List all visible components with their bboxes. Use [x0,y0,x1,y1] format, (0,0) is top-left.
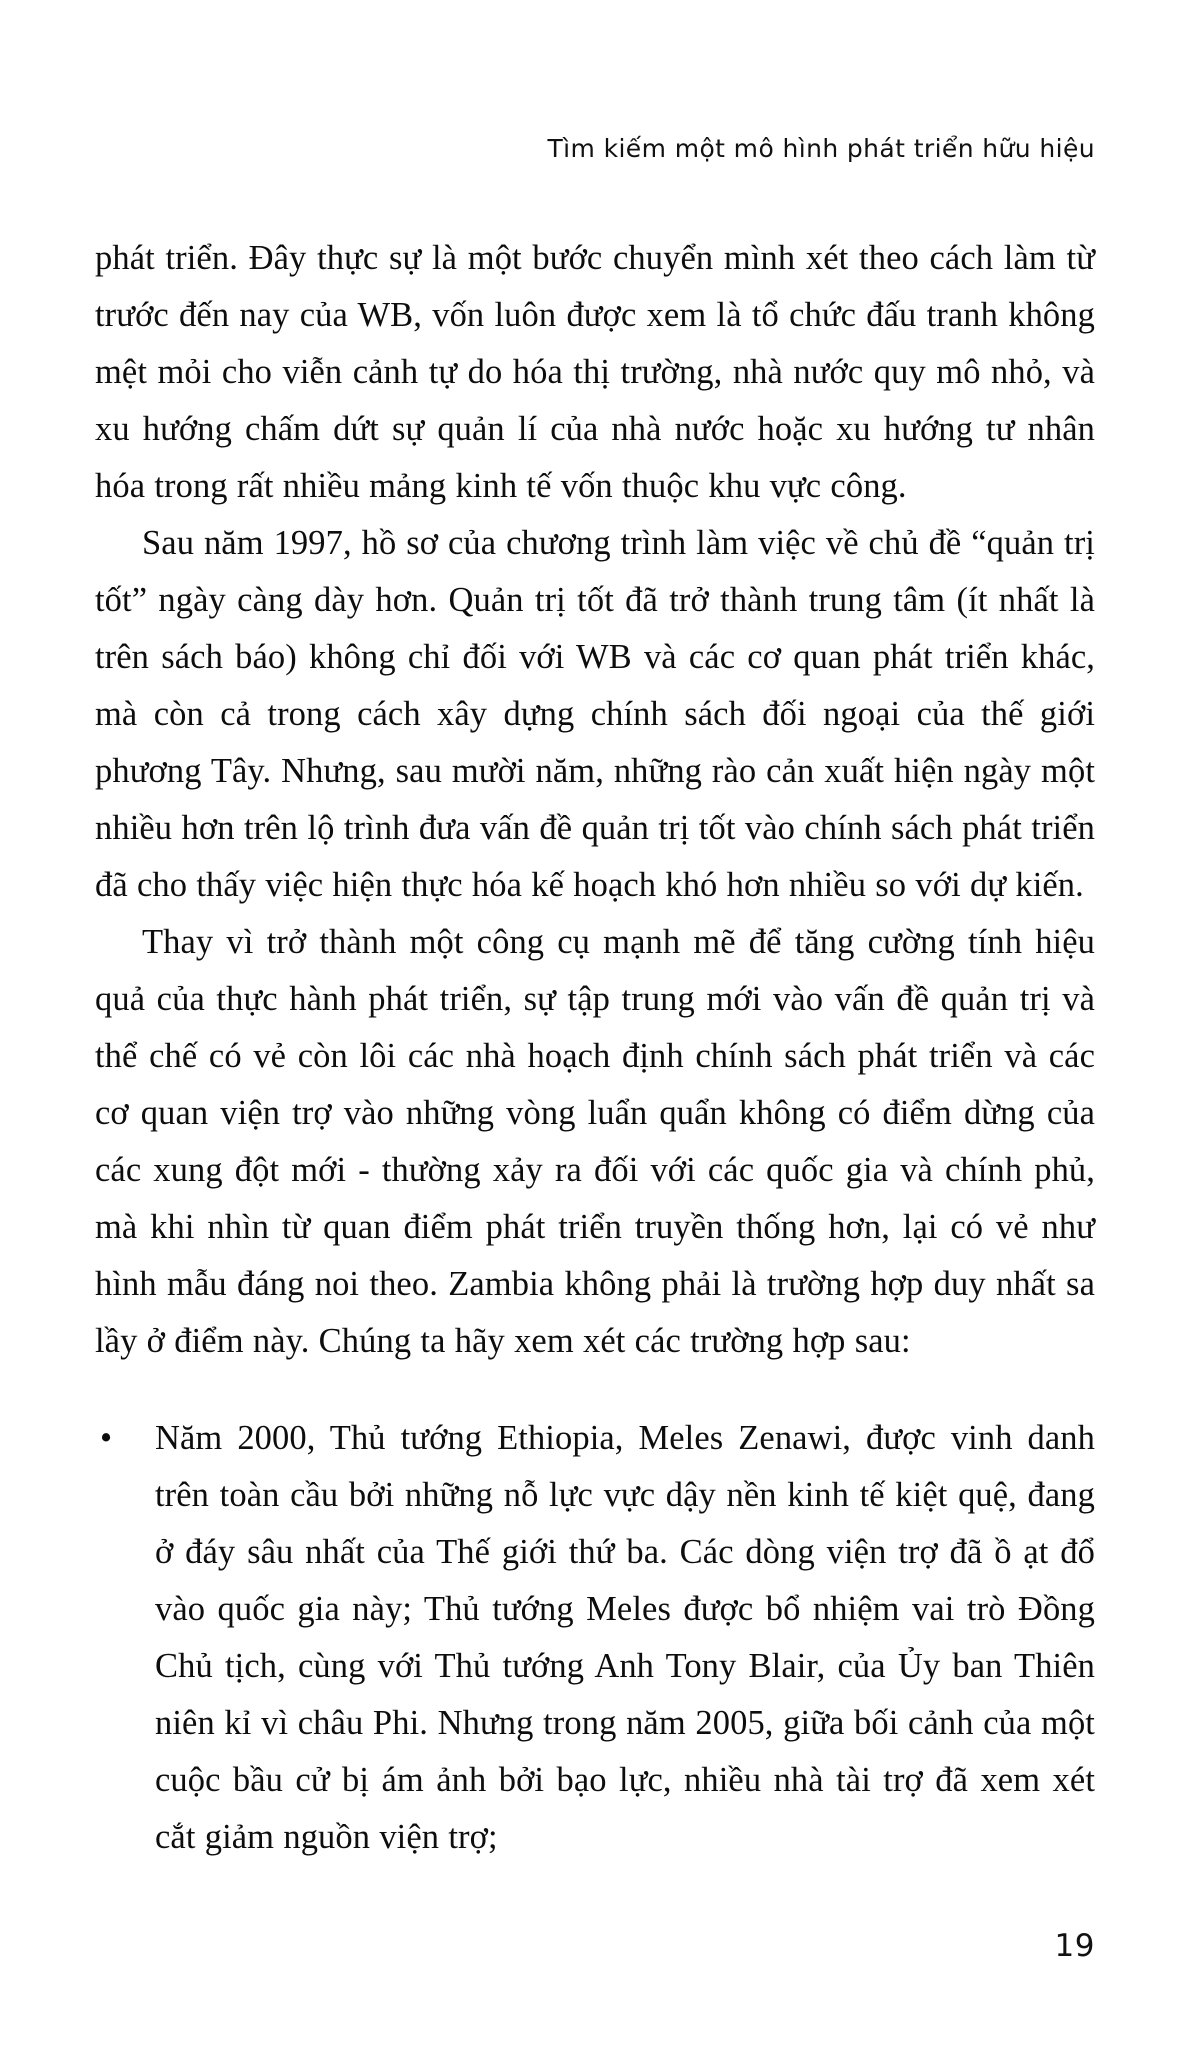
page-number: 19 [1054,1928,1095,1964]
paragraph: phát triển. Đây thực sự là một bước chuyển mình xét theo cách làm từ trước đến nay của WB, vốn luôn được xem là tổ chức đấu tranh không mệt mỏi cho viễn cảnh tự do hóa thị trường, nhà nước quy mô nhỏ, và xu hướng chấm dứt sự quản lí của nhà nước hoặc xu hướng tư nhân hóa trong rất nhiều mảng kinh tế vốn thuộc khu vực công. [95,239,1095,505]
paragraph: Sau năm 1997, hồ sơ của chương trình làm việc về chủ đề “quản trị tốt” ngày càng dày hơn. Quản trị tốt đã trở thành trung tâm (ít nhất là trên sách báo) không chỉ đối với WB và các cơ quan phát triển khác, mà còn cả trong cách xây dựng chính sách đối ngoại của thế giới phương Tây. Nhưng, sau mười năm, những rào cản xuất hiện ngày một nhiều hơn trên lộ trình đưa vấn đề quản trị tốt vào chính sách phát triển đã cho thấy việc hiện thực hóa kế hoạch khó hơn nhiều so với dự kiến. [95,524,1095,904]
running-header: Tìm kiếm một mô hình phát triển hữu hiệu [547,134,1095,163]
list-item-text: Năm 2000, Thủ tướng Ethiopia, Meles Zenawi, được vinh danh trên toàn cầu bởi những nỗ lực vực dậy nền kinh tế kiệt quệ, đang ở đáy sâu nhất của Thế giới thứ ba. Các dòng viện trợ đã ồ ạt đổ vào quốc gia này; Thủ tướng Meles được bổ nhiệm vai trò Đồng Chủ tịch, cùng với Thủ tướng Anh Tony Blair, của Ủy ban Thiên niên kỉ vì châu Phi. Nhưng trong năm 2005, giữa bối cảnh của một cuộc bầu cử bị ám ảnh bởi bạo lực, nhiều nhà tài trợ đã xem xét cắt giảm nguồn viện trợ; [155,1419,1095,1856]
list-item [95,1410,1095,1866]
text-column [95,230,1095,1866]
bullet-marker-icon: • [100,1419,113,1457]
paragraph: Thay vì trở thành một công cụ mạnh mẽ để tăng cường tính hiệu quả của thực hành phát triển, sự tập trung mới vào vấn đề quản trị và thể chế có vẻ còn lôi các nhà hoạch định chính sách phát triển và các cơ quan viện trợ vào những vòng luẩn quẩn không có điểm dừng của các xung đột mới - thường xảy ra đối với các quốc gia và chính phủ, mà khi nhìn từ quan điểm phát triển truyền thống hơn, lại có vẻ như hình mẫu đáng noi theo. Zambia không phải là trường hợp duy nhất sa lầy ở điểm này. Chúng ta hãy xem xét các trường hợp sau: [95,923,1095,1360]
bullet-list [95,1410,1095,1866]
